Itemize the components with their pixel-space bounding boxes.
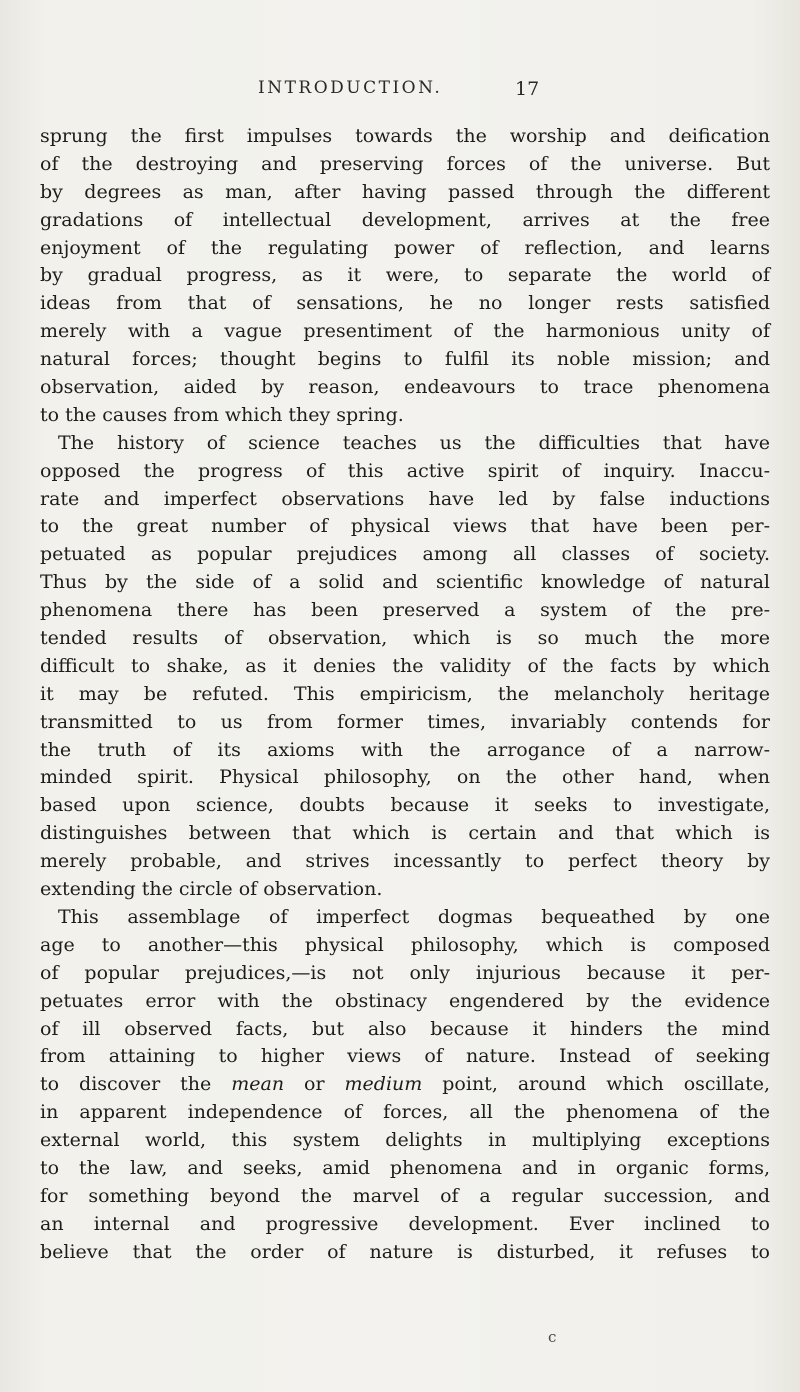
text-line: rate and imperfect observations have led by false inductions — [40, 487, 770, 510]
text-line: by gradual progress, as it were, to separate the world of — [40, 264, 770, 287]
text-line: of ill observed facts, but also because it hinders the mind — [40, 1017, 770, 1040]
text-line: to the great number of physical views that have been per- — [40, 515, 770, 538]
text-line: from attaining to higher views of nature. Instead of seeking — [40, 1045, 770, 1068]
text-line: of the destroying and preserving forces of the universe. But — [40, 152, 770, 175]
page-number: 17 — [515, 78, 540, 100]
text-line: of popular prejudices,—is not only injurious because it per- — [40, 961, 770, 984]
running-title: INTRODUCTION. — [258, 78, 443, 98]
text-line: Thus by the side of a solid and scientific knowledge of natural — [40, 571, 770, 594]
text-line: it may be refuted. This empiricism, the melancholy heritage — [40, 682, 770, 705]
text-line: phenomena there has been preserved a system of the pre- — [40, 599, 770, 622]
text-line: merely with a vague presentiment of the harmonious unity of — [40, 320, 770, 343]
text-line: observation, aided by reason, endeavours to trace phenomena — [40, 376, 770, 399]
text-line: to the law, and seeks, amid phenomena and in organic forms, — [40, 1156, 770, 1179]
text-line: ideas from that of sensations, he no longer rests satisfied — [40, 292, 770, 315]
text-line: The history of science teaches us the difficulties that have — [58, 431, 770, 454]
text-line: based upon science, doubts because it seeks to investigate, — [40, 794, 770, 817]
body-text — [40, 123, 770, 1267]
text-line: an internal and progressive development. Ever inclined to — [40, 1212, 770, 1235]
text-line: by degrees as man, after having passed through the different — [40, 180, 770, 203]
signature-mark: c — [548, 1328, 557, 1346]
text-line: extending the circle of observation. — [40, 878, 383, 901]
text-line: transmitted to us from former times, invariably contends for — [40, 710, 770, 733]
text-line: in apparent independence of forces, all the phenomena of the — [40, 1101, 770, 1124]
text-line: distinguishes between that which is certain and that which is — [40, 822, 770, 845]
running-head — [0, 78, 800, 108]
text-line: believe that the order of nature is disturbed, it refuses to — [40, 1240, 770, 1263]
text-line: natural forces; thought begins to fulfil its noble mission; and — [40, 348, 770, 371]
text-line: sprung the first impulses towards the worship and deification — [40, 125, 770, 147]
text-line: to discover the mean or medium point, around which oscillate, — [40, 1073, 771, 1096]
text-line: external world, this system delights in multiplying exceptions — [40, 1129, 770, 1152]
text-line: the truth of its axioms with the arrogance of a narrow- — [40, 738, 770, 761]
text-line: gradations of intellectual development, arrives at the free — [40, 208, 770, 231]
text-line: tended results of observation, which is so much the more — [40, 627, 770, 650]
text-line: petuated as popular prejudices among all classes of society. — [40, 543, 770, 566]
text-line: petuates error with the obstinacy engendered by the evidence — [40, 989, 770, 1012]
text-line: age to another—this physical philosophy, which is composed — [40, 933, 770, 956]
text-line: for something beyond the marvel of a regular succession, and — [40, 1184, 770, 1207]
text-line: minded spirit. Physical philosophy, on the other hand, when — [40, 766, 770, 789]
text-line: enjoyment of the regulating power of reflection, and learns — [40, 236, 770, 259]
text-line: merely probable, and strives incessantly to perfect theory by — [40, 850, 770, 873]
text-line: difficult to shake, as it denies the validity of the facts by which — [40, 654, 770, 677]
text-line: opposed the progress of this active spirit of inquiry. Inaccu- — [40, 459, 770, 482]
text-line: This assemblage of imperfect dogmas bequeathed by one — [58, 905, 770, 928]
text-line: to the causes from which they spring. — [40, 403, 404, 426]
